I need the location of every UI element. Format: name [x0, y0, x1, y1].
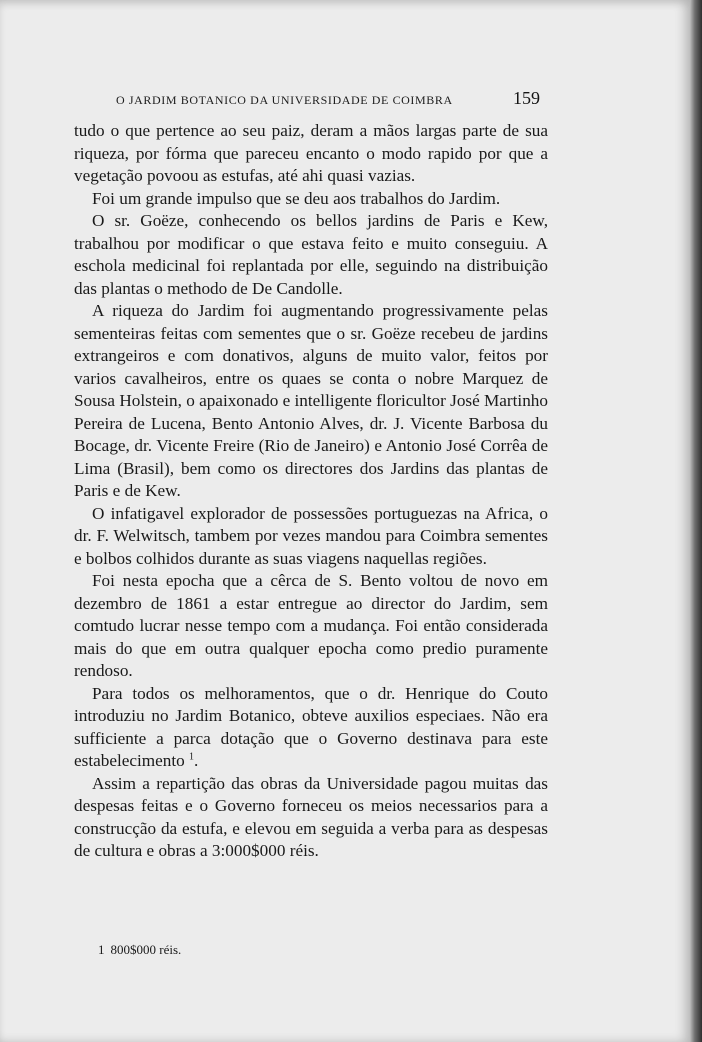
page-header: [74, 88, 544, 110]
footnote-reference: 1: [189, 751, 195, 763]
paragraph-with-footnote: Para todos os melhoramentos, que o dr. Henrique do Couto introduziu no Jardim Botanico, obteve auxilios especiaes. Não era sufficiente a parca dotação que o Governo destinava para este estabelecimento $^1$.: [74, 683, 548, 770]
paragraph: tudo o que pertence ao seu paiz, deram a mãos largas parte de sua riqueza, por fórma que pareceu encanto o modo rapido por que a vegetação povoou as estufas, até ahi quasi vazias.: [74, 121, 548, 185]
paragraph: Foi um grande impulso que se deu aos trabalhos do Jardim.: [92, 188, 501, 208]
paragraph: Foi nesta epocha que a cêrca de S. Bento voltou de novo em dezembro de 1861 a estar entregue ao director do Jardim, sem comtudo lucrar nesse tempo com a mudança. Foi então considerada mais do que em outra qualquer epocha como predio puramente rendoso.: [74, 571, 548, 680]
body-text: [74, 120, 548, 863]
paragraph: O sr. Goëze, conhecendo os bellos jardins de Paris e Kew, trabalhou por modificar o que estava feito e muito conseguiu. A eschola medicinal foi replantada por elle, seguindo na distribuição das plantas o methodo de De Candolle.: [74, 211, 548, 298]
running-title: O JARDIM BOTANICO DA UNIVERSIDADE DE COIMBRA: [116, 93, 453, 107]
paragraph: A riqueza do Jardim foi augmentando progressivamente pelas sementeiras feitas com sementes que o sr. Goëze recebeu de jardins extrangeiros e com donativos, alguns de muito valor, feitos por varios cavalheiros, entre os quaes se conta o nobre Marquez de Sousa Holstein, o apaixonado e intelligente floricultor José Martinho Pereira de Lucena, Bento Antonio Alves, dr. J. Vicente Barbosa du Bocage, dr. Vicente Freire (Rio de Janeiro) e Antonio José Corrêa de Lima (Brasil), bem como os directores dos Jardins das plantas de Paris e de Kew.: [74, 301, 548, 500]
paragraph: O infatigavel explorador de possessões portuguezas na Africa, o dr. F. Welwitsch, tambem por vezes mandou para Coimbra sementes e bolbos colhidos durante as suas viagens naquellas regiões.: [74, 503, 548, 568]
page-number: 159: [513, 88, 540, 108]
page-edge-shadow: [690, 0, 702, 1042]
footnote: [98, 942, 181, 958]
footnote-number: 1: [98, 942, 105, 957]
paragraph-text: Para todos os melhoramentos, que o dr. Henrique do Couto introduziu no Jardim Botanico, obteve auxilios especiaes. Não era sufficiente a parca dotação que o Governo destinava para este estabelecimento: [74, 683, 548, 770]
paragraph: Assim a repartição das obras da Universidade pagou muitas das despesas feitas e o Governo forneceu os meios necessarios para a construcção da estufa, e elevou em seguida a verba para as despesas de cultura e obras a 3:000$000 réis.: [74, 773, 548, 860]
footnote-text: 800$000 réis.: [110, 942, 182, 957]
